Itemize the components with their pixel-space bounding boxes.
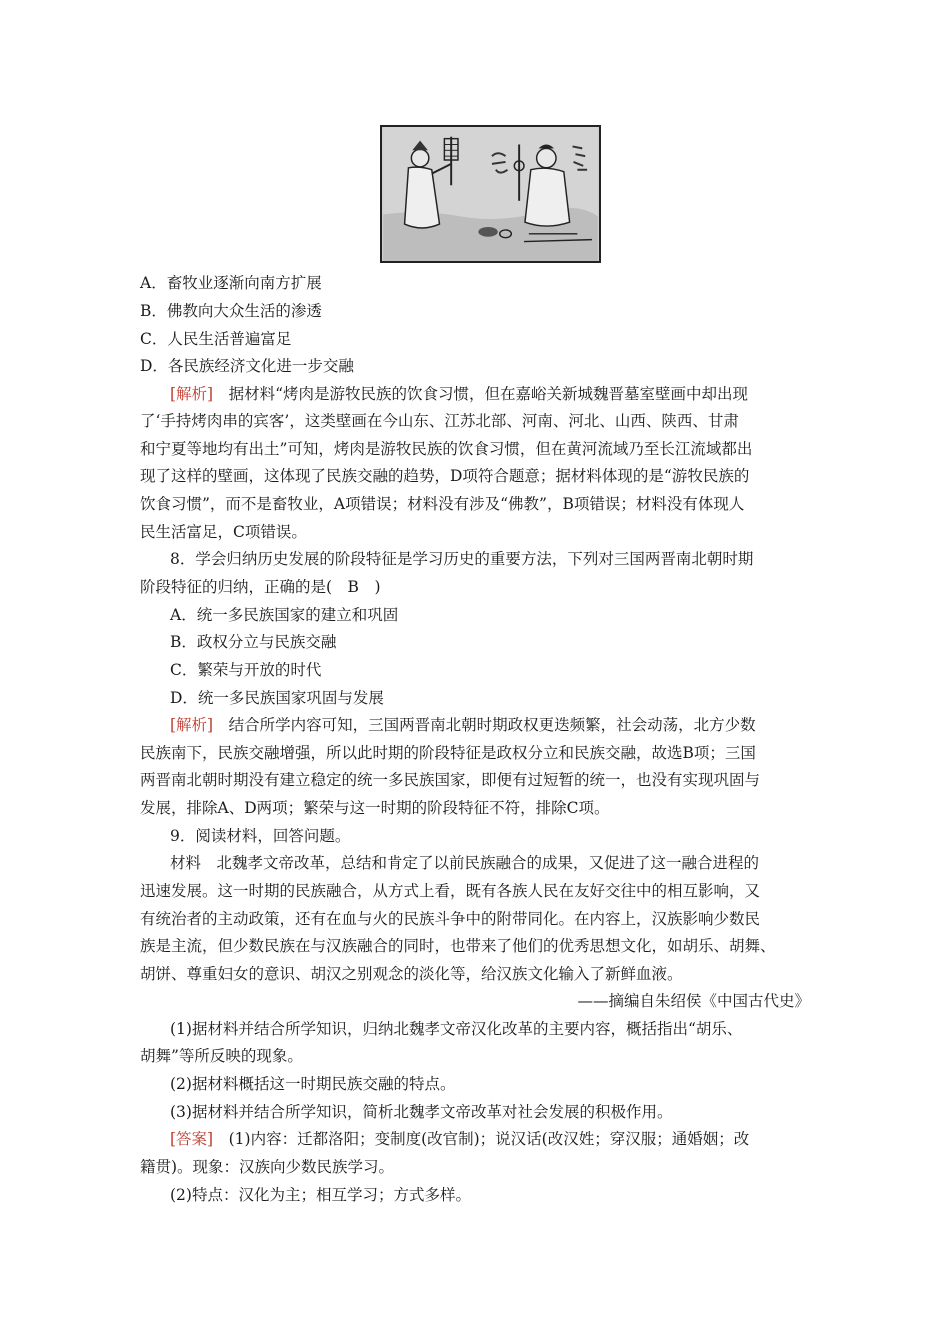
answer-line-1: [答案] (1)内容：迁都洛阳；变制度(改官制)；说汉话(改汉姓；穿汉服；通婚姻；改 xyxy=(170,1130,750,1148)
question-8-line-1: 8．学会归纳历史发展的阶段特征是学习历史的重要方法，下列对三国两晋南北朝时期 xyxy=(170,550,754,568)
option-7d: D．各民族经济文化进一步交融 xyxy=(140,357,354,375)
question-9-1-line-2: 胡舞”等所反映的现象。 xyxy=(140,1047,303,1065)
analysis-7-line-4: 现了这样的壁画，这体现了民族交融的趋势，D项符合题意；据材料体现的是“游牧民族的 xyxy=(140,467,750,485)
answer-tag: [答案] xyxy=(170,1130,214,1148)
option-8a: A．统一多民族国家的建立和巩固 xyxy=(170,606,399,624)
material-line-4: 族是主流，但少数民族在与汉族融合的同时，也带来了他们的优秀思想文化，如胡乐、胡舞、 xyxy=(140,937,776,955)
question-8-line-2: 阶段特征的归纳，正确的是( B ) xyxy=(140,578,381,596)
material-line-2: 迅速发展。这一时期的民族融合，从方式上看，既有各族人民在友好交往中的相互影响，又 xyxy=(140,882,761,900)
analysis-7-line-1: [解析] 据材料“烤肉是游牧民族的饮食习惯，但在嘉峪关新城魏晋墓室壁画中却出现 xyxy=(170,385,749,403)
analysis-tag: [解析] xyxy=(170,716,214,734)
question-9-1-line-1: (1)据材料并结合所学知识，归纳北魏孝文帝汉化改革的主要内容，概括指出“胡乐、 xyxy=(170,1020,743,1038)
option-8b: B．政权分立与民族交融 xyxy=(170,633,337,651)
mural-drawing xyxy=(382,127,599,261)
option-8c: C．繁荣与开放的时代 xyxy=(170,661,322,679)
analysis-8-line-2: 民族南下，民族交融增强，所以此时期的阶段特征是政权分立和民族交融，故选B项；三国 xyxy=(140,744,756,762)
analysis-7-line-3: 和宁夏等地均有出土”可知，烤肉是游牧民族的饮食习惯，但在黄河流域乃至长江流域都出 xyxy=(140,440,753,458)
analysis-8-line-4: 发展，排除A、D两项；繁荣与这一时期的阶段特征不符，排除C项。 xyxy=(140,799,610,817)
tomb-mural-image xyxy=(380,125,601,263)
analysis-tag: [解析] xyxy=(170,385,214,403)
analysis-7-line-6: 民生活富足，C项错误。 xyxy=(140,523,307,541)
option-7a: A．畜牧业逐渐向南方扩展 xyxy=(140,274,322,292)
option-7c: C．人民生活普遍富足 xyxy=(140,330,292,348)
question-9-intro: 9．阅读材料，回答问题。 xyxy=(170,827,351,845)
answer-line-2: 籍贯)。现象：汉族向少数民族学习。 xyxy=(140,1158,395,1176)
material-source: ——摘编自朱绍侯《中国古代史》 xyxy=(577,992,810,1010)
option-7b: B．佛教向大众生活的渗透 xyxy=(140,302,322,320)
answer-line-3: (2)特点：汉化为主；相互学习；方式多样。 xyxy=(170,1186,471,1204)
analysis-7-line-2: 了‘手持烤肉串的宾客’，这类壁画在今山东、江苏北部、河南、河北、山西、陕西、甘肃 xyxy=(140,412,739,430)
question-9-3: (3)据材料并结合所学知识，简析北魏孝文帝改革对社会发展的积极作用。 xyxy=(170,1103,673,1121)
question-9-2: (2)据材料概括这一时期民族交融的特点。 xyxy=(170,1075,456,1093)
material-line-5: 胡饼、尊重妇女的意识、胡汉之别观念的淡化等，给汉族文化输入了新鲜血液。 xyxy=(140,965,683,983)
option-8d: D．统一多民族国家巩固与发展 xyxy=(170,689,384,707)
analysis-7-line-5: 饮食习惯”，而不是畜牧业，A项错误；材料没有涉及“佛教”，B项错误；材料没有体现人 xyxy=(140,495,745,513)
material-line-3: 有统治者的主动政策，还有在血与火的民族斗争中的附带同化。在内容上，汉族影响少数民 xyxy=(140,910,761,928)
material-line-1: 材料 北魏孝文帝改革，总结和肯定了以前民族融合的成果，又促进了这一融合进程的 xyxy=(170,854,760,872)
analysis-8-line-1: [解析] 结合所学内容可知，三国两晋南北朝时期政权更迭频繁，社会动荡，北方少数 xyxy=(170,716,756,734)
analysis-8-line-3: 两晋南北朝时期没有建立稳定的统一多民族国家，即便有过短暂的统一，也没有实现巩固与 xyxy=(140,771,761,789)
